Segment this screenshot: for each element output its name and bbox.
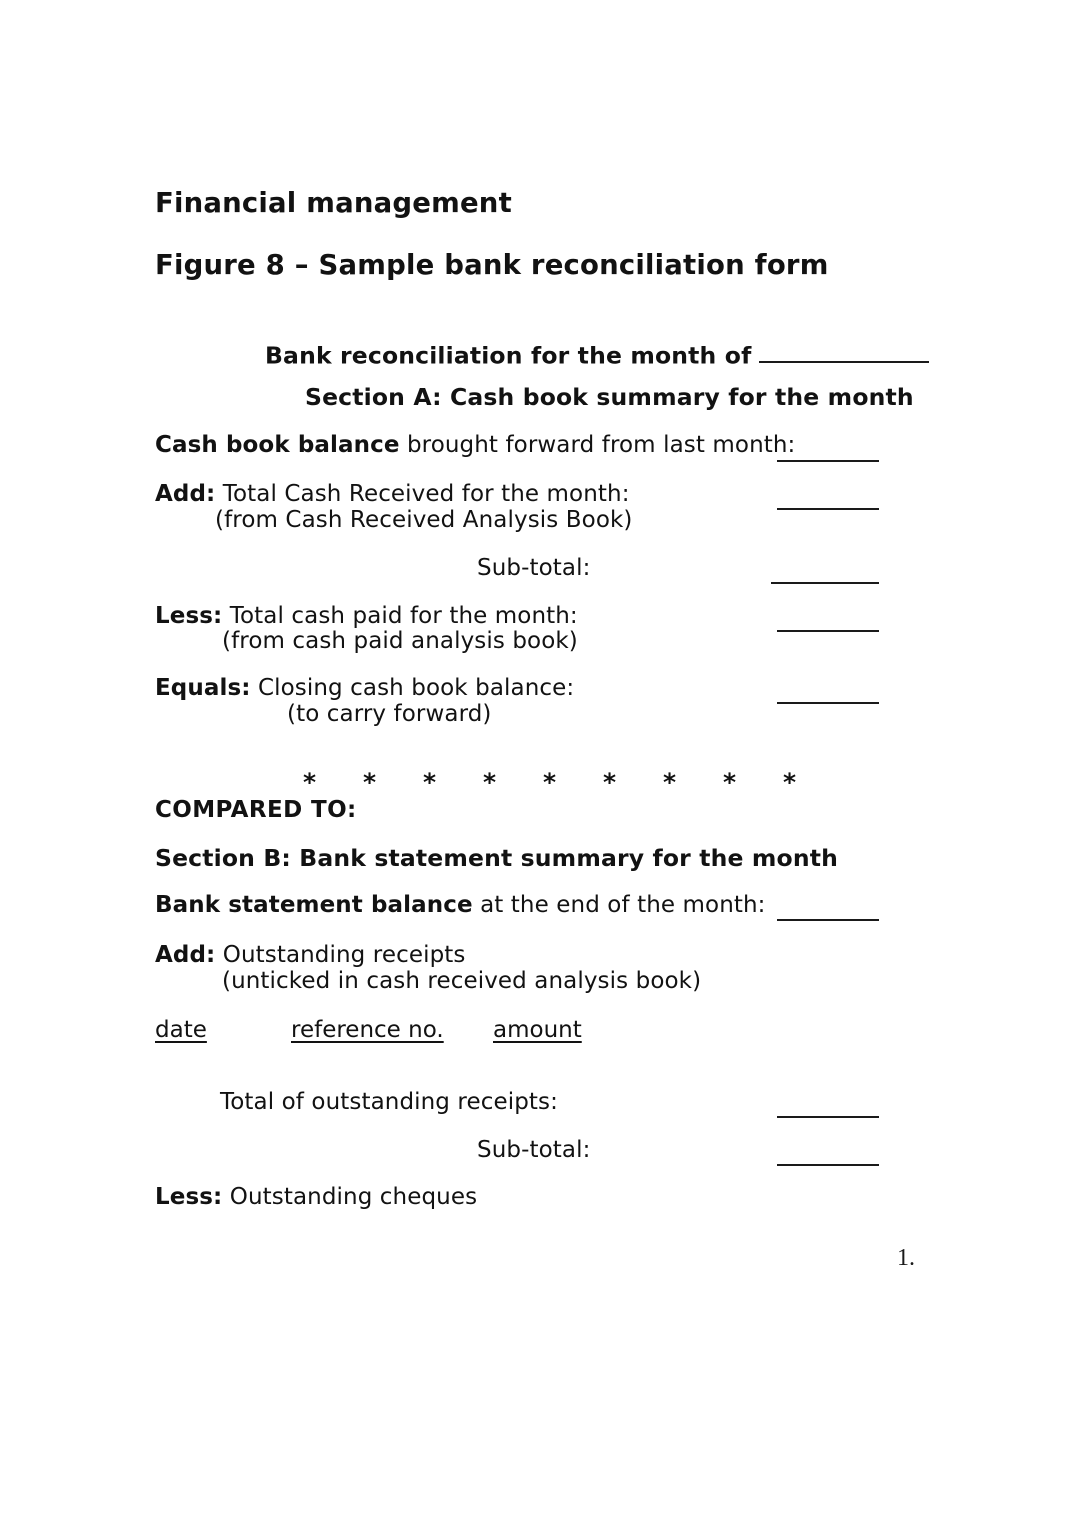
asterisk-glyph: * [303, 768, 317, 797]
asterisk-glyph: * [483, 768, 497, 797]
column-header-amount: amount [493, 1017, 582, 1043]
cash-book-balance-label: Cash book balance [155, 432, 400, 458]
total-outstanding-receipts-label: Total of outstanding receipts: [220, 1089, 558, 1115]
column-header-reference-no: reference no. [291, 1017, 444, 1043]
cash-paid-analysis-book-note: (from cash paid analysis book) [222, 628, 578, 654]
add-label-b: Add: [155, 942, 216, 968]
add-total-cash-received-line [155, 483, 630, 506]
add-outstanding-receipts-line [155, 944, 465, 967]
equals-closing-balance-line [155, 677, 574, 700]
bank-statement-balance-blank[interactable] [777, 919, 879, 921]
section-b-heading: Section B: Bank statement summary for the month [155, 844, 838, 872]
asterisk-glyph: * [723, 768, 737, 797]
bank-statement-balance-line [155, 894, 766, 917]
less-total-cash-paid-text: Total cash paid for the month: [222, 603, 578, 629]
less-total-cash-paid-line [155, 605, 578, 628]
asterisk-glyph: * [423, 768, 437, 797]
add-outstanding-receipts-text: Outstanding receipts [215, 942, 466, 968]
equals-closing-balance-blank[interactable] [777, 702, 879, 704]
equals-closing-balance-text: Closing cash book balance: [250, 675, 575, 701]
asterisk-glyph: * [363, 768, 377, 797]
section-b-subtotal-label: Sub-total: [477, 1137, 591, 1163]
cash-received-analysis-book-note: (from Cash Received Analysis Book) [215, 507, 633, 533]
less-label-b: Less: [155, 1184, 223, 1210]
add-label: Add: [155, 481, 216, 507]
cash-book-balance-line [155, 434, 795, 457]
page-number: 1. [897, 1245, 915, 1271]
section-a-heading: Section A: Cash book summary for the month [305, 383, 914, 411]
bank-statement-balance-label: Bank statement balance [155, 892, 473, 918]
bank-statement-balance-text: at the end of the month: [472, 892, 766, 918]
total-outstanding-receipts-blank[interactable] [777, 1116, 879, 1118]
unticked-cash-received-note: (unticked in cash received analysis book) [222, 968, 702, 994]
less-outstanding-cheques-text: Outstanding cheques [222, 1184, 478, 1210]
add-total-cash-received-text: Total Cash Received for the month: [215, 481, 630, 507]
section-a-subtotal-label: Sub-total: [477, 555, 591, 581]
column-header-date: date [155, 1017, 207, 1043]
asterisk-glyph: * [663, 768, 677, 797]
form-heading [265, 339, 929, 368]
month-blank-field[interactable] [759, 339, 929, 363]
page-title: Financial management [155, 187, 512, 219]
asterisk-glyph: * [603, 768, 617, 797]
form-heading-text: Bank reconciliation for the month of [265, 341, 752, 370]
figure-title: Figure 8 – Sample bank reconciliation form [155, 249, 829, 281]
add-total-cash-received-blank[interactable] [777, 508, 879, 510]
asterisk-separator [303, 770, 843, 795]
less-outstanding-cheques-line [155, 1186, 477, 1209]
less-label: Less: [155, 603, 223, 629]
cash-book-balance-blank[interactable] [777, 460, 879, 462]
cash-book-balance-text: brought forward from last month: [399, 432, 796, 458]
asterisk-glyph: * [783, 768, 797, 797]
section-a-subtotal-blank[interactable] [771, 582, 879, 584]
to-carry-forward-note: (to carry forward) [287, 701, 492, 727]
compared-to-label: COMPARED TO: [155, 797, 357, 823]
section-b-subtotal-blank[interactable] [777, 1164, 879, 1166]
equals-label: Equals: [155, 675, 251, 701]
less-total-cash-paid-blank[interactable] [777, 630, 879, 632]
asterisk-glyph: * [543, 768, 557, 797]
